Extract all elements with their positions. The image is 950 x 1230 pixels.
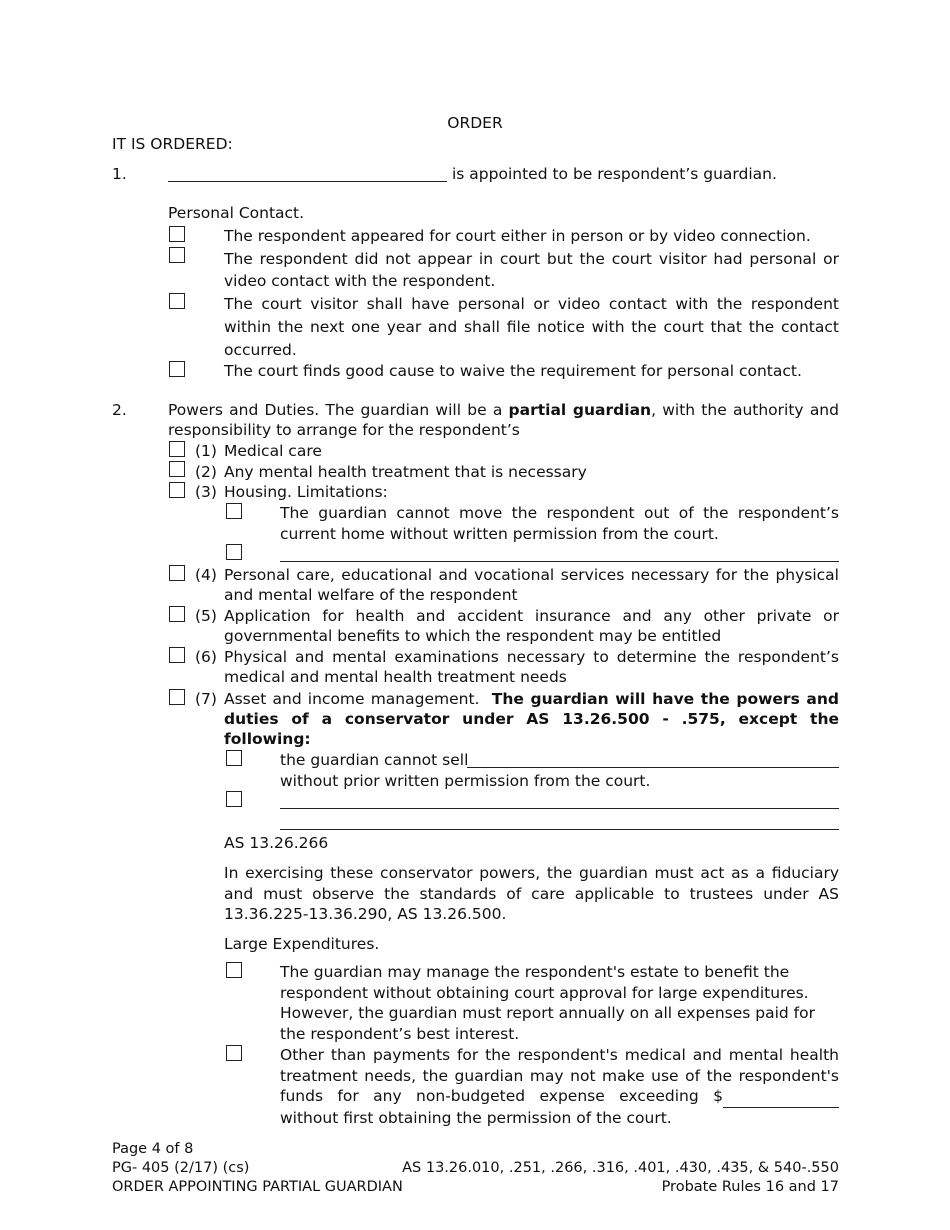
power-3-checkbox[interactable]: [169, 482, 185, 498]
power-6-number: (6): [195, 648, 217, 666]
cannot-sell-field[interactable]: [467, 767, 839, 768]
item-1-text: is appointed to be respondent’s guardian.: [452, 165, 777, 183]
contact-option-2-checkbox[interactable]: [169, 247, 185, 263]
cannot-sell-text: the guardian cannot sell: [280, 751, 469, 769]
fiduciary-text: In exercising these conservator powers, the guardian must act as a fiduciary and must observe the standards of care applicable to trustees under AS 13.36.225-13.36.290, AS 13.26.500.: [224, 864, 839, 923]
large-expenditure-2-end: without first obtaining the permission of the court.: [280, 1109, 672, 1128]
power-3-text: Housing. Limitations:: [224, 483, 388, 501]
large-expenditures-heading: Large Expenditures.: [224, 935, 380, 953]
asset-other-field-2[interactable]: [280, 829, 839, 830]
large-expenditure-1-text: The guardian may manage the respondent's estate to benefit the respondent without obtaining court approval for large expenditures. However, the guardian must report annually on all expenses paid for the respondent’s best interest.: [280, 963, 815, 1044]
page-title: ORDER: [447, 114, 503, 132]
footer-probate-rules: Probate Rules 16 and 17: [661, 1179, 839, 1195]
order-intro: IT IS ORDERED:: [112, 135, 233, 153]
contact-option-3-text: The court visitor shall have personal or video contact with the respondent within the next one year and shall file notice with the court that the contact occurred.: [224, 295, 839, 359]
asset-other-checkbox[interactable]: [226, 791, 242, 807]
item-1-number: 1.: [112, 165, 127, 183]
item-2-intro: [168, 400, 839, 440]
power-5-text: Application for health and accident insurance and any other private or governmental benefits to which the respondent may be entitled: [224, 607, 839, 645]
footer-page-number: Page 4 of 8: [112, 1141, 194, 1157]
power-1-checkbox[interactable]: [169, 441, 185, 457]
power-5-checkbox[interactable]: [169, 606, 185, 622]
partial-guardian-label: partial guardian: [508, 401, 652, 419]
large-expenditure-1-checkbox[interactable]: [226, 962, 242, 978]
large-expenditure-2-start: Other than payments for the respondent's medical and mental health treatment needs, the guardian may not make use of the respondent's funds for any non-budgeted expense exceeding $: [280, 1046, 839, 1106]
power-2-text: Any mental health treatment that is necessary: [224, 463, 587, 481]
personal-contact-heading: Personal Contact.: [168, 204, 305, 222]
power-1-text: Medical care: [224, 442, 322, 460]
expense-amount-field[interactable]: [723, 1086, 839, 1108]
power-4-text: Personal care, educational and vocational services necessary for the physical and mental welfare of the respondent: [224, 566, 839, 604]
power-7-heading: Asset and income management.: [224, 690, 480, 708]
contact-option-4-text: The court finds good cause to waive the requirement for personal contact.: [224, 362, 802, 380]
footer-form-title: ORDER APPOINTING PARTIAL GUARDIAN: [112, 1179, 403, 1195]
power-7-text: [224, 689, 839, 749]
power-6-text: Physical and mental examinations necessary to determine the respondent’s medical and mental health treatment needs: [224, 648, 839, 686]
power-3-number: (3): [195, 483, 217, 501]
item-2-intro-start: Powers and Duties. The guardian will be a: [168, 401, 503, 419]
contact-option-3-checkbox[interactable]: [169, 293, 185, 309]
contact-option-2-text: The respondent did not appear in court but the court visitor had personal or video contact with the respondent.: [224, 250, 839, 290]
item-2-intro-end: , with the authority and responsibility to arrange for the respondent’s: [168, 401, 839, 439]
housing-other-field[interactable]: [280, 561, 839, 562]
item-2-number: 2.: [112, 401, 127, 419]
statute-reference: AS 13.26.266: [224, 834, 329, 852]
contact-option-1-checkbox[interactable]: [169, 226, 185, 242]
large-expenditure-2-checkbox[interactable]: [226, 1045, 242, 1061]
power-1-number: (1): [195, 442, 217, 460]
cannot-sell-permission-text: without prior written permission from the court.: [280, 772, 651, 790]
power-4-number: (4): [195, 566, 217, 584]
power-7-checkbox[interactable]: [169, 689, 185, 705]
contact-option-4-checkbox[interactable]: [169, 361, 185, 377]
housing-limit-checkbox[interactable]: [226, 503, 242, 519]
footer-form-id: PG- 405 (2/17) (cs): [112, 1160, 250, 1176]
guardian-name-field[interactable]: [168, 181, 447, 182]
footer-statutes: AS 13.26.010, .251, .266, .316, .401, .430, .435, & 540-.550: [402, 1160, 839, 1176]
power-2-number: (2): [195, 463, 217, 481]
power-5-number: (5): [195, 607, 217, 625]
power-4-checkbox[interactable]: [169, 565, 185, 581]
housing-other-checkbox[interactable]: [226, 544, 242, 560]
power-6-checkbox[interactable]: [169, 647, 185, 663]
power-7-number: (7): [195, 690, 217, 708]
asset-other-field-1[interactable]: [280, 808, 839, 809]
housing-limit-text: The guardian cannot move the respondent out of the respondent’s current home without written permission from the court.: [280, 504, 839, 543]
large-expenditure-2-text: [280, 1045, 839, 1129]
contact-option-1-text: The respondent appeared for court either in person or by video connection.: [224, 227, 811, 245]
conservator-powers-text: The guardian will have the powers and duties of a conservator under AS 13.26.500 - .575, except the following:: [224, 690, 839, 748]
cannot-sell-checkbox[interactable]: [226, 750, 242, 766]
power-2-checkbox[interactable]: [169, 461, 185, 477]
